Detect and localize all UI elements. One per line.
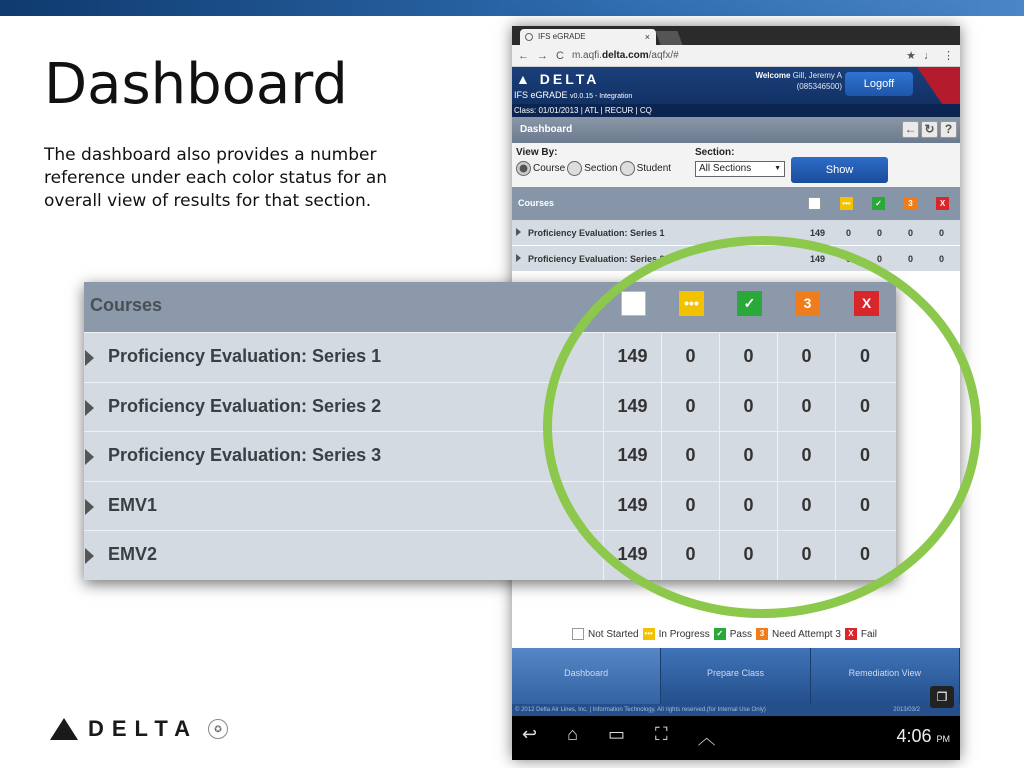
app-header xyxy=(512,67,960,117)
course-name: Proficiency Evaluation: Series 1 xyxy=(528,228,665,238)
screenshot-icon[interactable]: ⛶ xyxy=(654,724,668,744)
zoom-table-row[interactable] xyxy=(84,332,896,382)
browser-tabstrip xyxy=(512,26,960,45)
delta-footer-logo xyxy=(50,716,228,742)
close-icon[interactable]: × xyxy=(644,32,650,42)
view-by-label: View By: xyxy=(516,147,558,158)
status-count: 149 xyxy=(603,383,661,432)
status-legend xyxy=(572,628,877,640)
small-table-rows xyxy=(512,220,960,272)
course-name: Proficiency Evaluation: Series 1 xyxy=(108,346,382,366)
user-id: (085346500) xyxy=(796,82,842,91)
status-count: 0 xyxy=(719,482,777,531)
status-count: 0 xyxy=(777,482,835,531)
zoom-table-row[interactable] xyxy=(84,481,896,531)
dropdown-arrow-icon: ▼ xyxy=(774,165,781,172)
welcome-label: Welcome xyxy=(755,71,791,80)
team-seal-icon: ✪ xyxy=(208,719,228,739)
status-counts xyxy=(603,531,894,580)
url-prefix: m.aqfi. xyxy=(571,50,602,61)
delta-logo: ▲ DELTA xyxy=(516,71,600,87)
status-count: 0 xyxy=(835,531,894,580)
nav-dashboard-label: Dashboard xyxy=(564,668,609,678)
app-version: v0.0.15 - Integration xyxy=(570,93,633,100)
small-x-icon: X xyxy=(936,197,949,210)
page-actions xyxy=(902,121,957,138)
small-courses-header: Courses xyxy=(518,198,555,208)
small-blank-square-icon xyxy=(808,197,821,210)
nav-prepare-class[interactable] xyxy=(661,648,810,704)
star-icon[interactable]: ★ xyxy=(906,50,916,62)
section-select-value: All Sections xyxy=(699,163,752,174)
small-ellipsis-icon: ••• xyxy=(840,197,853,210)
browser-tab[interactable] xyxy=(520,29,656,45)
status-count: 0 xyxy=(938,228,944,238)
zoom-table-rows xyxy=(84,332,896,580)
zoom-courses-header: Courses xyxy=(90,295,163,315)
expand-triangle-icon[interactable] xyxy=(85,548,94,564)
slide-description: The dashboard also provides a number reference under each color status for an overall view of results for that section. xyxy=(44,145,388,211)
android-system-bar xyxy=(512,716,960,760)
system-back-icon[interactable]: ↩ xyxy=(522,724,538,744)
clock-time: 4:06 xyxy=(896,726,932,746)
not-started-icon xyxy=(572,628,584,640)
pass-icon: ✓ xyxy=(714,628,726,640)
status-count: 0 xyxy=(835,482,894,531)
status-count: 0 xyxy=(835,432,894,481)
small-check-icon: ✓ xyxy=(872,197,885,210)
small-table-header xyxy=(512,187,960,220)
legend-pass: Pass xyxy=(729,628,752,640)
section-select[interactable] xyxy=(695,161,785,177)
status-counts xyxy=(603,482,894,531)
copyright-bar xyxy=(512,704,960,716)
radio-course[interactable] xyxy=(516,161,531,176)
radio-section-label: Section xyxy=(584,163,618,174)
legend-in-progress: In Progress xyxy=(658,628,710,640)
status-counts xyxy=(603,333,894,382)
back-arrow-icon[interactable]: ← xyxy=(518,49,529,62)
status-count: 149 xyxy=(603,333,661,382)
status-count: 0 xyxy=(845,228,851,238)
radio-course-label: Course xyxy=(533,163,566,174)
status-count: 149 xyxy=(809,254,826,264)
status-count: 0 xyxy=(777,333,835,382)
copyright-text: © 2012 Delta Air Lines, Inc. | Information Technology. All rights reserved.(for Internal Use Only) xyxy=(515,707,766,713)
status-count: 0 xyxy=(777,531,835,580)
status-count: 0 xyxy=(835,333,894,382)
menu-icon[interactable]: ⋮ xyxy=(943,50,954,62)
status-count: 0 xyxy=(907,228,913,238)
url-input[interactable] xyxy=(572,50,898,61)
in-progress-icon: ••• xyxy=(644,629,653,638)
zoom-number-three-icon: 3 xyxy=(795,291,820,316)
status-counts xyxy=(603,432,894,481)
show-button[interactable]: Show xyxy=(791,157,888,183)
mic-icon[interactable]: ♩ xyxy=(924,49,935,62)
small-table-row[interactable] xyxy=(512,246,960,272)
delta-logo-text: DELTA xyxy=(539,71,600,87)
expand-triangle-icon[interactable] xyxy=(516,228,521,236)
status-count: 0 xyxy=(661,531,719,580)
status-count: 149 xyxy=(603,531,661,580)
app-name-text: IFS eGRADE xyxy=(514,90,568,100)
legend-not-started: Not Started xyxy=(588,628,639,640)
legend-need-attempt: Need Attempt 3 xyxy=(771,628,841,640)
view-by-panel xyxy=(512,143,960,187)
expand-triangle-icon[interactable] xyxy=(85,400,94,416)
status-count: 149 xyxy=(603,432,661,481)
date-text: 2013/03/2 xyxy=(893,707,920,713)
url-bar xyxy=(512,45,960,67)
need-attempt-icon: 3 xyxy=(756,628,768,640)
status-count: 0 xyxy=(777,432,835,481)
back-icon[interactable]: ← xyxy=(902,121,919,138)
fail-icon: X xyxy=(845,628,857,640)
refresh-icon[interactable]: ↻ xyxy=(921,121,938,138)
radio-student-label: Student xyxy=(636,163,672,174)
browser-tab-title: IFS eGRADE xyxy=(538,32,586,41)
multi-window-icon[interactable]: ❐ xyxy=(930,686,954,708)
nav-dashboard[interactable] xyxy=(512,648,661,704)
radio-student[interactable] xyxy=(620,161,635,176)
slide-top-bar xyxy=(0,0,1024,16)
nav-remediation-label: Remediation View xyxy=(848,668,921,678)
system-home-icon[interactable]: ⌂ xyxy=(567,724,578,744)
forward-arrow-icon[interactable]: → xyxy=(537,49,548,62)
radio-section[interactable] xyxy=(567,161,582,176)
reload-icon[interactable]: C xyxy=(556,49,564,62)
system-clock xyxy=(896,726,950,747)
status-count: 0 xyxy=(719,383,777,432)
bottom-nav xyxy=(512,648,960,704)
zoom-check-icon: ✓ xyxy=(737,291,762,316)
expand-triangle-icon[interactable] xyxy=(85,449,94,465)
system-up-icon[interactable]: ︿ xyxy=(697,728,716,748)
status-count: 0 xyxy=(938,254,944,264)
course-name: Proficiency Evaluation: Series 2 xyxy=(108,395,382,416)
nav-prepare-label: Prepare Class xyxy=(706,668,764,678)
status-count: 0 xyxy=(661,333,719,382)
expand-triangle-icon[interactable] xyxy=(516,254,521,262)
course-name: EMV2 xyxy=(108,544,158,565)
logoff-button[interactable]: Logoff xyxy=(845,72,913,96)
status-counts xyxy=(603,383,894,432)
status-count: 0 xyxy=(719,531,777,580)
small-status-icons xyxy=(808,197,949,210)
delta-footer-wordmark: DELTA xyxy=(88,716,199,741)
zoom-x-icon: X xyxy=(854,291,879,316)
legend-fail: Fail xyxy=(860,628,878,640)
help-icon[interactable]: ? xyxy=(940,121,957,138)
status-count: 0 xyxy=(907,254,913,264)
zoom-table-row[interactable] xyxy=(84,431,896,481)
zoom-table-header xyxy=(84,282,896,332)
zoomed-courses-table xyxy=(84,282,896,580)
status-count: 0 xyxy=(719,432,777,481)
zoom-table-row[interactable] xyxy=(84,530,896,580)
slide-title: Dashboard xyxy=(44,52,348,117)
welcome-text xyxy=(722,70,842,92)
user-name: Gill, Jeremy A xyxy=(792,71,842,80)
expand-triangle-icon[interactable] xyxy=(85,350,94,366)
view-by-radios xyxy=(516,161,671,176)
app-name xyxy=(514,90,632,100)
zoom-table-row[interactable] xyxy=(84,382,896,432)
status-count: 0 xyxy=(876,254,882,264)
expand-triangle-icon[interactable] xyxy=(85,499,94,515)
status-count: 0 xyxy=(845,254,851,264)
zoom-ellipsis-icon: ••• xyxy=(679,291,704,316)
system-nav-buttons xyxy=(522,724,716,750)
clock-suffix: PM xyxy=(936,734,950,744)
page-bar xyxy=(512,117,960,143)
status-count: 0 xyxy=(661,383,719,432)
url-host: delta.com xyxy=(601,50,649,61)
status-count: 0 xyxy=(835,383,894,432)
status-count: 0 xyxy=(719,333,777,382)
new-tab-button[interactable] xyxy=(655,31,682,45)
section-label: Section: xyxy=(695,147,735,158)
system-recents-icon[interactable]: ▭ xyxy=(607,724,625,744)
page-title: Dashboard xyxy=(520,124,573,135)
delta-widget-graphic xyxy=(917,67,960,105)
status-count: 0 xyxy=(661,482,719,531)
delta-widget-icon xyxy=(50,718,78,740)
course-name: Proficiency Evaluation: Series 2 xyxy=(528,254,665,264)
course-name: Proficiency Evaluation: Series 3 xyxy=(108,445,382,466)
globe-icon xyxy=(525,33,533,41)
status-counts xyxy=(802,220,957,246)
small-courses-table xyxy=(512,187,960,272)
course-name: EMV1 xyxy=(108,494,158,515)
status-counts xyxy=(802,246,957,272)
class-info: Class: 01/01/2013 | ATL | RECUR | CQ xyxy=(512,104,960,117)
url-path: /aqfx/# xyxy=(648,50,679,61)
zoom-blank-square-icon xyxy=(621,291,646,316)
small-table-row[interactable] xyxy=(512,220,960,246)
status-count: 149 xyxy=(603,482,661,531)
status-count: 149 xyxy=(809,228,826,238)
small-number-three-icon: 3 xyxy=(904,197,917,210)
status-count: 0 xyxy=(777,383,835,432)
status-count: 0 xyxy=(661,432,719,481)
status-count: 0 xyxy=(876,228,882,238)
